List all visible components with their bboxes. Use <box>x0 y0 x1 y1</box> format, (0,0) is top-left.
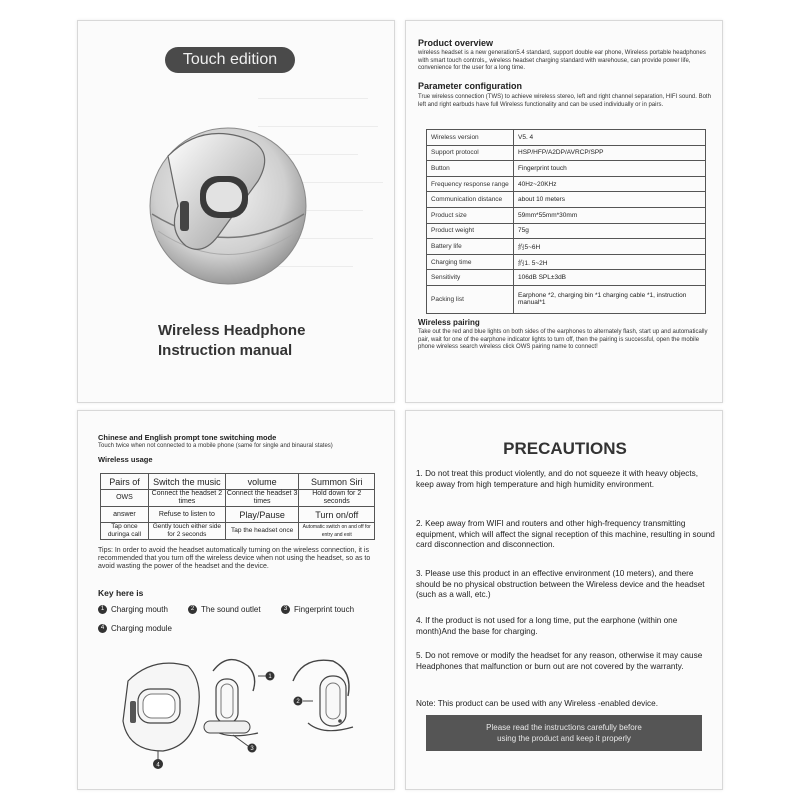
parameter-row <box>427 270 706 286</box>
wireless-usage-table <box>100 473 375 540</box>
read-instructions-bar: Please read the instructions carefully before using the product and keep it properly <box>426 715 702 751</box>
parameter-row <box>427 192 706 208</box>
precaution-item-3: 3. Please use this product in an effective environment (10 meters), and there should be no physical obstruction between the Wireless device and the headset (such as a wall, etc.) <box>416 569 705 599</box>
key-heading: Key here is <box>98 588 144 598</box>
number-2-icon: 2 <box>188 605 197 614</box>
wireless-pairing-heading: Wireless pairing <box>418 318 480 327</box>
key-item-4 <box>98 624 172 633</box>
parameter-key: Charging time <box>427 254 514 270</box>
svg-text:4: 4 <box>156 762 160 769</box>
usage-cell: OWS <box>101 490 149 507</box>
usage-cell: Summon Siri <box>299 474 375 490</box>
parameter-row <box>427 130 706 146</box>
parameter-row <box>427 254 706 270</box>
usage-cell: Pairs of <box>101 474 149 490</box>
precautions-page <box>405 410 723 790</box>
usage-cell: Connect the headset 3 times <box>226 490 298 505</box>
usage-cell: Tap the headset once <box>225 523 299 540</box>
touch-edition-badge: Touch edition <box>165 47 295 73</box>
usage-cell: Connect the headset 2 times <box>148 490 225 507</box>
key-label: Fingerprint touch <box>294 605 355 614</box>
parameter-key: Product weight <box>427 223 514 239</box>
usage-cell: Hold down for 2 seconds <box>299 490 375 507</box>
wireless-pairing-text: Take out the red and blue lights on both sides of the earphones to alternately flash, start up and automatically pair, wait for one of the earphone indicator lights to turn off, then the pairing is successful, open the mobile phone wireless search wireless click OWS pairing name to connect! <box>418 329 708 350</box>
headphone-parts-diagram <box>108 651 378 771</box>
parameter-key: Sensitivity <box>427 270 514 286</box>
parameter-key: Frequency response range <box>427 176 514 192</box>
precaution-item-5: 5. Do not remove or modify the headset for any reason, otherwise it may cause Headphones that malfunction or burn out are not covered by the warranty. <box>416 651 703 671</box>
precautions-title: PRECAUTIONS <box>503 439 627 458</box>
number-1-icon: 1 <box>98 605 107 614</box>
parameter-value: HSP/HFP/A2DP/AVRCP/SPP <box>514 145 706 161</box>
parameter-key: Support protocol <box>427 145 514 161</box>
parameter-value: V5. 4 <box>514 130 706 146</box>
cover-title: Wireless Headphone Instruction manual <box>158 322 306 359</box>
svg-text:3: 3 <box>250 746 254 753</box>
parameter-row <box>427 207 706 223</box>
usage-cell: volume <box>225 474 299 490</box>
parameter-key: Battery life <box>427 239 514 255</box>
key-label: Charging mouth <box>111 605 168 614</box>
usage-row <box>101 507 375 523</box>
precaution-item-4: 4. If the product is not used for a long time, put the earphone (within one month)And the base for charging. <box>416 616 678 636</box>
parameter-value: 40Hz~20KHz <box>514 176 706 192</box>
wireless-usage-heading: Wireless usage <box>98 455 153 464</box>
parameter-heading: Parameter configuration <box>418 81 523 91</box>
usage-cell: Gently touch either side for 2 seconds <box>148 523 225 540</box>
switch-mode-heading: Chinese and English prompt tone switching mode <box>98 433 277 442</box>
key-label: Charging module <box>111 624 172 633</box>
product-overview-heading: Product overview <box>418 38 494 48</box>
key-label: The sound outlet <box>201 605 261 614</box>
product-overview-text: wireless headset is a new generation5.4 standard, support double ear phone, Wireless portable headphones with smart touch controls,, wireless headset charging standard with warehouse, can provide power life, convenience for the user for a long time. <box>418 50 706 71</box>
number-4-icon: 4 <box>98 624 107 633</box>
parameter-row <box>427 145 706 161</box>
parameter-key: Product size <box>427 207 514 223</box>
parameter-row <box>427 239 706 255</box>
number-3-icon: 3 <box>281 605 290 614</box>
parameter-key: Packing list <box>427 285 514 313</box>
parameter-value: 約5~6H <box>514 239 706 255</box>
usage-cell: Play/Pause <box>225 507 299 523</box>
manual-cover-page <box>77 20 395 403</box>
parameter-value: Earphone *2, charging bin *1 charging cable *1, instruction manual*1 <box>514 285 706 313</box>
parameter-row <box>427 176 706 192</box>
usage-cell: Switch the music <box>148 474 225 490</box>
parameter-value: Fingerprint touch <box>514 161 706 177</box>
usage-cell: answer <box>101 507 149 523</box>
usage-cell: Refuse to listen to <box>148 507 225 523</box>
key-item-1 <box>98 605 168 614</box>
svg-text:2: 2 <box>296 699 300 706</box>
usage-cell: Turn on/off <box>299 507 375 523</box>
parameter-text: True wireless connection (TWS) to achieve wireless stereo, left and right channel separation, HIFI sound. Both left and right earbuds have full Wireless functionality and can be used individually or in pairs. <box>418 94 711 108</box>
parameter-value: 59mm*55mm*30mm <box>514 207 706 223</box>
usage-cell: Automatic switch on and off for entry and exit <box>299 523 375 540</box>
switch-mode-text: Touch twice when not connected to a mobile phone (same for single and binaural states) <box>98 443 333 449</box>
precaution-item-2: 2. Keep away from WIFI and routers and other high-frequency transmitting equipment, which will affect the signal reception of this machine, resulting in sound card disconnection and disconnection. <box>416 519 715 549</box>
tips-text: Tips: In order to avoid the headset automatically turning on the wireless connection, it is recommended that you turn off the wireless device when not using the headset, so as to avoid wasting the power of the headset and the device. <box>98 547 371 570</box>
usage-row <box>101 523 375 540</box>
parameter-row <box>427 223 706 239</box>
usage-cell: Tap once duringa call <box>101 523 149 540</box>
parameter-value: about 10 meters <box>514 192 706 208</box>
usage-row <box>101 490 375 507</box>
parameter-value: 106dB SPL±3dB <box>514 270 706 286</box>
parameters-page <box>405 20 723 403</box>
parameter-row <box>427 161 706 177</box>
precaution-item-1: 1. Do not treat this product violently, and do not squeeze it with heavy objects, keep away from high temperature and high humidity environment. <box>416 469 699 489</box>
precaution-note: Note: This product can be used with any Wireless -enabled device. <box>416 699 658 708</box>
parameter-table <box>426 129 706 314</box>
headphone-case-illustration <box>138 96 318 306</box>
parameter-value: 75g <box>514 223 706 239</box>
key-item-2 <box>188 605 261 614</box>
parameter-key: Button <box>427 161 514 177</box>
usage-page <box>77 410 395 790</box>
parameter-row <box>427 285 706 313</box>
usage-row <box>101 474 375 490</box>
parameter-key: Communication distance <box>427 192 514 208</box>
parameter-value: 約1. 5~2H <box>514 254 706 270</box>
key-item-3 <box>281 605 354 614</box>
svg-text:1: 1 <box>268 674 272 681</box>
parameter-key: Wireless version <box>427 130 514 146</box>
